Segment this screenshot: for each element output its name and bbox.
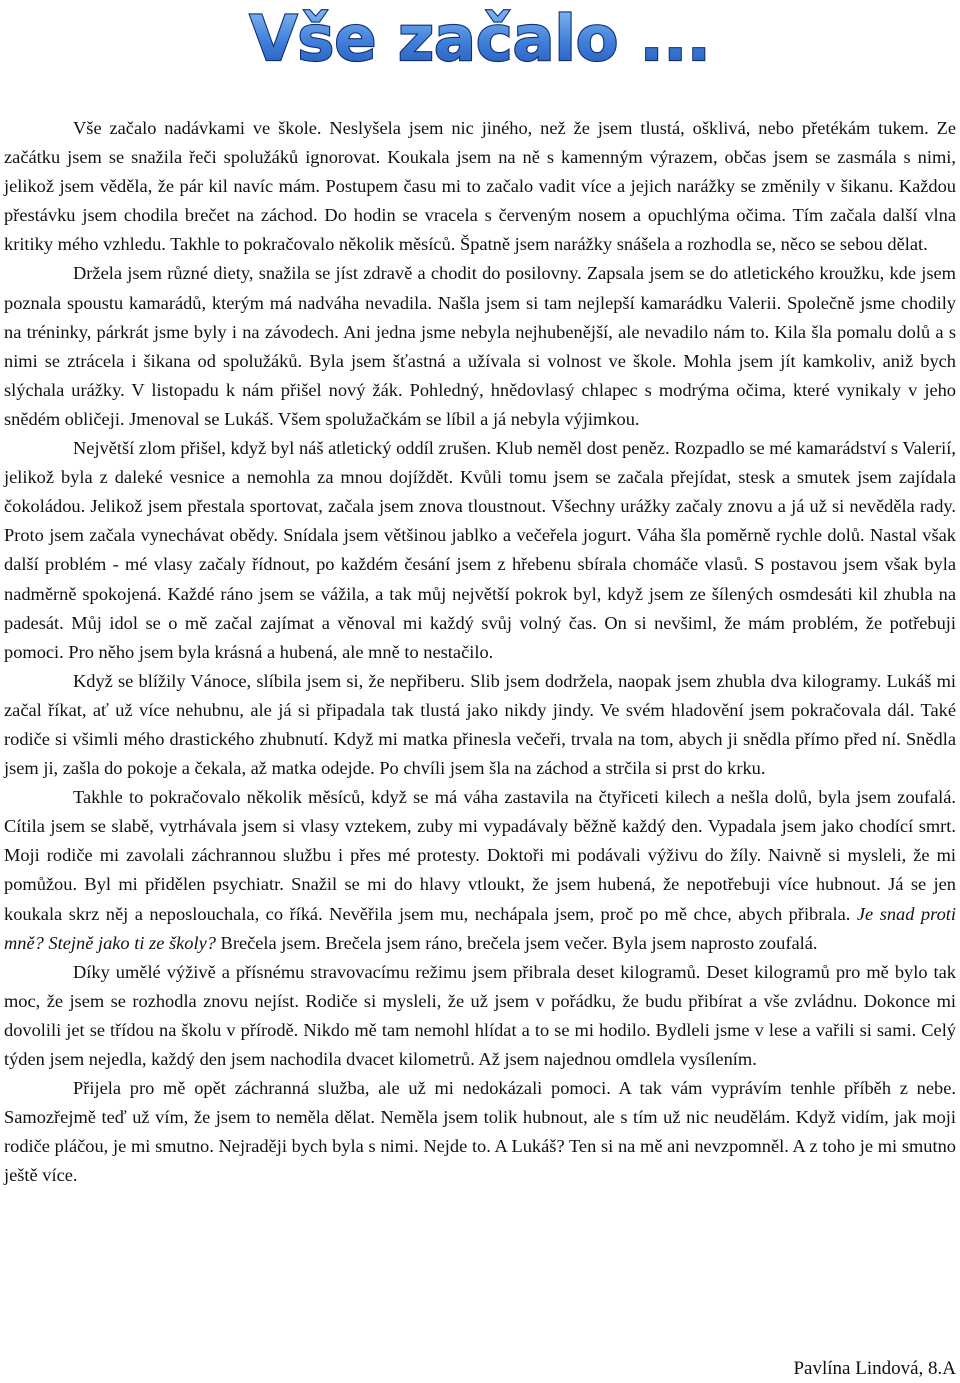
paragraph-4: Když se blížily Vánoce, slíbila jsem si, že nepřiberu. Slib jsem dodržela, naopak jsem zhubla dva kilogramy. Lukáš mi začal říkat, ať už více nehubnu, ale já si připadala tak tlustá jako nikdy jindy. Ve svém hladovění jsem pokračovala dál. Také rodiče si všimli mého drastického zhubnutí. Když mi matka přinesla večeři, trvala na tom, abych ji snědla přímo před ní. Snědla jsem ji, zašla do pokoje a čekala, až matka odejde. Po chvíli jsem šla na záchod a strčila si prst do krku. xyxy=(4,670,956,779)
paragraph-1: Vše začalo nadávkami ve škole. Neslyšela jsem nic jiného, než že jsem tlustá, ošklivá, nebo přetékám tukem. Ze začátku jsem se snažila řeči spolužáků ignorovat. Koukala jsem na ně s kamenným výrazem, občas jsem se zasmála s nimi, jelikož jsem věděla, že pár kil navíc mám. Postupem času mi to začalo vadit více a jejich narážky se změnily v šikanu. Každou přestávku jsem chodila brečet na záchod. Do hodin se vracela s červeným nosem a opuchlýma očima. Tím začala další vlna kritiky mého vzhledu. Takhle to pokračovalo několik měsíců. Špatně jsem narážky snášela a rozhodla se, něco se sebou dělat. xyxy=(4,118,956,255)
author-signature: Pavlína Lindová, 8.A xyxy=(793,1358,956,1379)
title-wordart xyxy=(0,0,960,72)
inner-thought: Je snad proti mně? Stejně jako ti ze školy? xyxy=(4,903,956,953)
paragraph-2: Držela jsem různé diety, snažila se jíst zdravě a chodit do posilovny. Zapsala jsem se do atletického kroužku, kde jsem poznala spoustu kamarádů, kterým má nadváha nevadila. Našla jsem si tam nejlepší kamarádku Valerii. Společně jsme chodily na tréninky, párkrát jsme byly i na závodech. Ani jedna jsme nebyla nejhubenější, ale nevadilo nám to. Kila šla pomalu dolů a s nimi se ztrácela i šikana od spolužáků. Byla jsem šťastná a užívala si volnost ve škole. Mohla jsem jít kamkoliv, aniž bych slýchala urážky. V listopadu k nám přišel nový žák. Pohledný, hnědovlasý chlapec s modrýma očima, které vynikaly v jeho snědém obličeji. Jmenoval se Lukáš. Všem spolužačkám se líbil a já nebyla výjimkou. xyxy=(4,263,956,429)
story-text xyxy=(4,114,956,1190)
paragraph-6: Díky umělé výživě a přísnému stravovacímu režimu jsem přibrala deset kilogramů. Deset kilogramů pro mě bylo tak moc, že jsem se rozhodla znovu nejíst. Rodiče si mysleli, že už jsem v pořádku, že budu přibírat a vše zvládnu. Dokonce mi dovolili jet se třídou na školu v přírodě. Nikdo mě tam nemohl hlídat a to se mi hodilo. Bydleli jsme v lese a vařili si sami. Celý týden jsem nejedla, každý den jsem nachodila dvacet kilometrů. Až jsem najednou omdlela vysílením. xyxy=(4,961,956,1069)
page-title: Vše začalo ... xyxy=(249,2,711,72)
title-svg xyxy=(0,0,960,72)
paragraph-7: Přijela pro mě opět záchranná služba, ale už mi nedokázali pomoci. A tak vám vyprávím tenhle příběh z nebe. Samozřejmě teď už vím, že jsem to neměla dělat. Neměla jsem tolik hubnout, ale s tím už nic neudělám. Když vidím, jak moji rodiče pláčou, je mi smutno. Nejraději bych byla s nimi. Nejde to. A Lukáš? Ten si na mě ani nevzpomněl. A z toho je mi smutno ještě více. xyxy=(4,1078,956,1186)
paragraph-3: Největší zlom přišel, když byl náš atletický oddíl zrušen. Klub neměl dost peněz. Rozpadlo se mé kamarádství s Valerií, jelikož byla z daleké vesnice a nemohla za mnou dojíždět. Kvůli tomu jsem se začala přejídat, stesk a smutek jsem zajídala čokoládou. Jelikož jsem přestala sportovat, začala jsem znova tloustnout. Všechny urážky začaly znovu a já už si nevěděla rady. Proto jsem začala vynechávat obědy. Snídala jsem většinou jablko a večeřela jogurt. Váha šla poměrně rychle dolů. Nastal však další problém - mé vlasy začaly řídnout, po každém česání jsem z hřebenu sbírala chomáče vlasů. S postavou jsem však byla nadměrně spokojená. Každé ráno jsem se vážila, a tak můj největší pokrok byl, když jsem ze šílených osmdesáti kil zhubla na padesát. Můj idol se o mě začal zajímat a věnoval mi každý svůj volný čas. On si nevšiml, že mám problém, že potřebuji pomoci. Pro něho jsem byla krásná a hubená, ale mně to nestačilo. xyxy=(4,438,956,662)
paragraph-5: Takhle to pokračovalo několik měsíců, když se má váha zastavila na čtyřiceti kilech a nešla dolů, byla jsem zoufalá. Cítila jsem se slabě, vytrhávala jsem si vlasy vztekem, zuby mi vypadávaly běžně každý den. Vypadala jsem jako chodící smrt. Moji rodiče mi zavolali záchrannou službu i přes mé protesty. Doktoři mi podávali výživu do žíly. Naivně si mysleli, že mi pomůžou. Byl mi přidělen psychiatr. Snažil se mi do hlavy vtloukt, že jsem hubená, že nepotřebuji více hubnout. Já se jen koukala skrz něj a neposlouchala, co říká. Nevěřila jsem mu, nechápala jsem, proč po mě chce, abych přibrala. Je snad proti mně? Stejně jako ti ze školy? Brečela jsem. Brečela jsem ráno, brečela jsem večer. Byla jsem naprosto zoufalá. xyxy=(4,787,956,953)
